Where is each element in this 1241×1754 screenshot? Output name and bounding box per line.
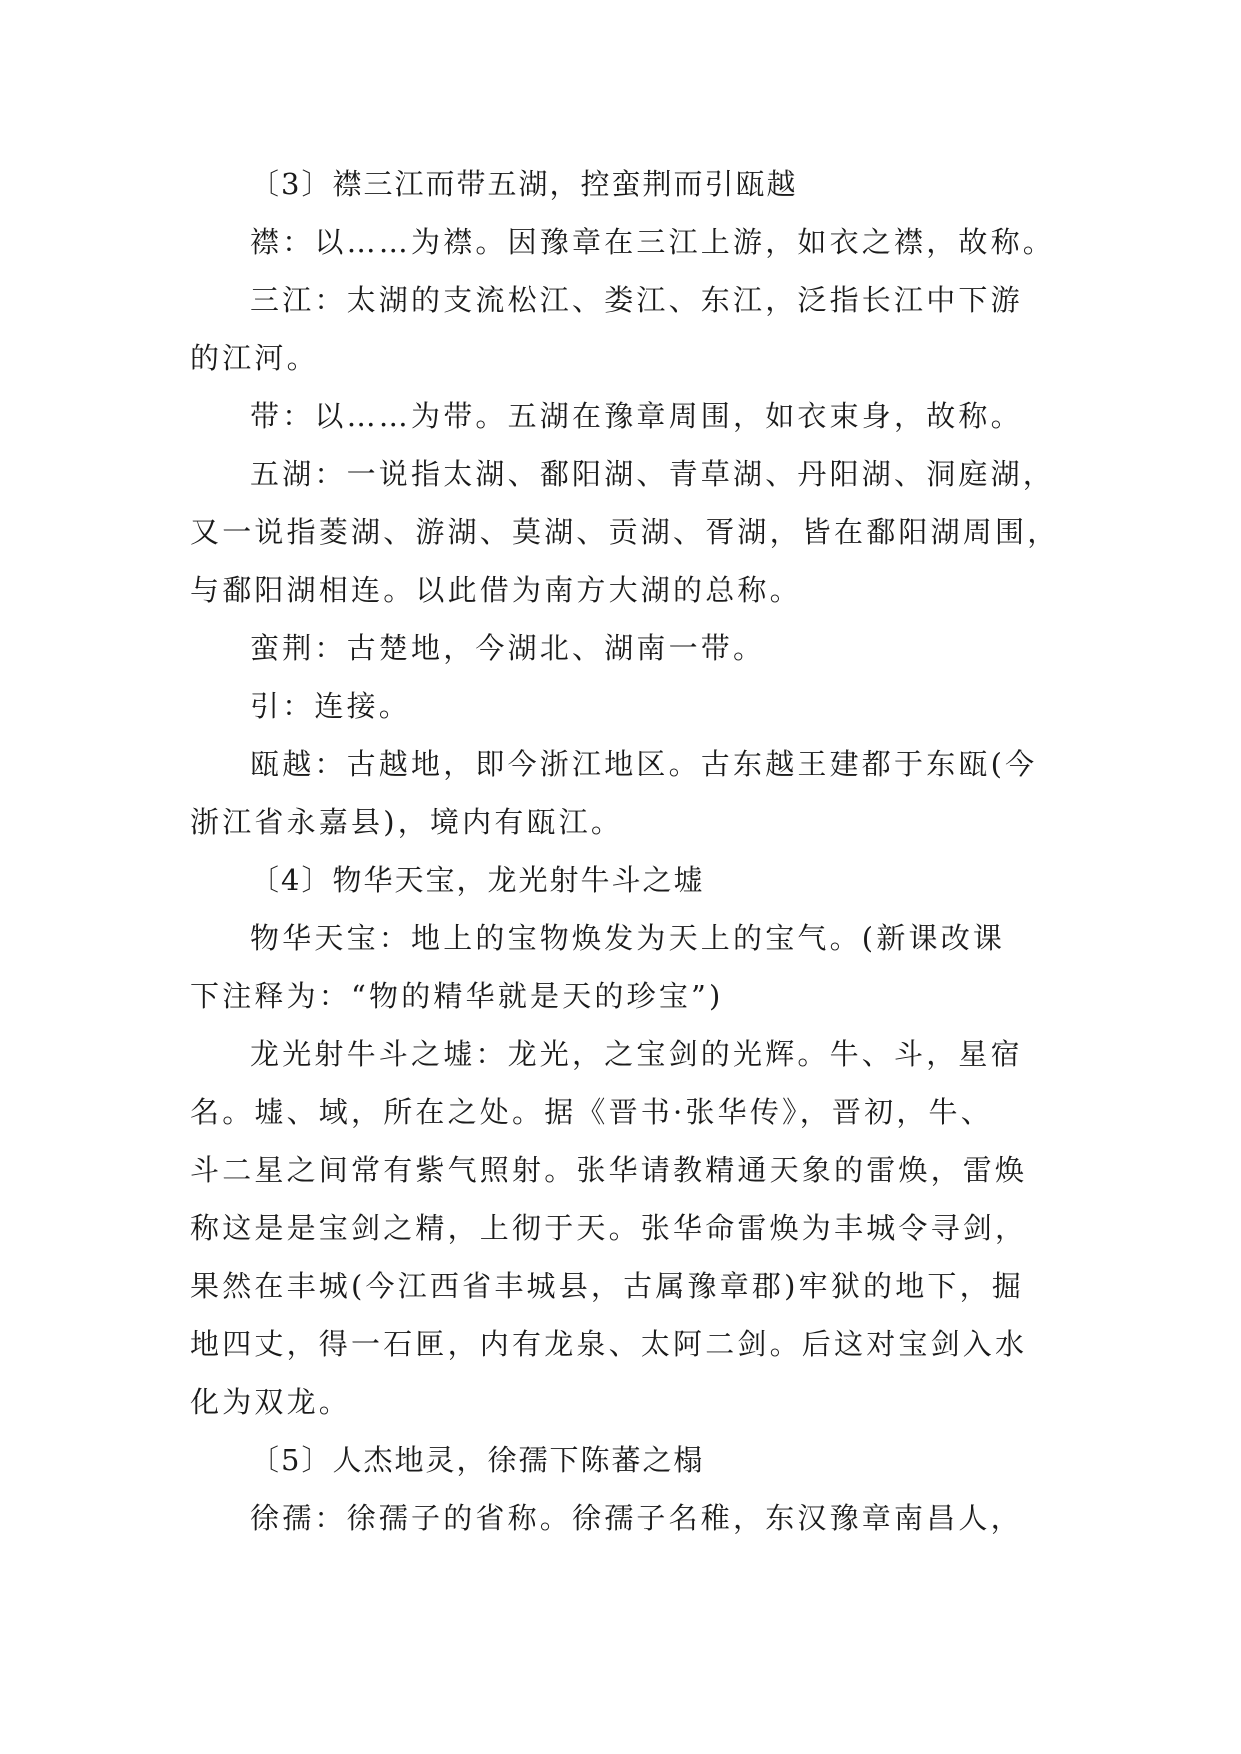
paragraph-line: 引：连接。 [250,689,412,723]
paragraph-line: 斗二星之间常有紫气照射。张华请教精通天象的雷焕，雷焕 [190,1153,1028,1187]
paragraph-line: 浙江省永嘉县)，境内有瓯江。 [190,805,624,839]
paragraph-line: 果然在丰城(今江西省丰城县，古属豫章郡)牢狱的地下，掘 [190,1269,1025,1303]
paragraph-line: 徐孺：徐孺子的省称。徐孺子名稚，东汉豫章南昌人， [250,1501,1023,1535]
paragraph-line: 又一说指菱湖、游湖、莫湖、贡湖、胥湖，皆在鄱阳湖周围， [190,515,1060,549]
paragraph-line: 称这是是宝剑之精，上彻于天。张华命雷焕为丰城令寻剑， [190,1211,1028,1245]
paragraph-line: 物华天宝：地上的宝物焕发为天上的宝气。(新课改课 [250,921,1006,955]
paragraph-line: 的江河。 [190,341,319,375]
paragraph-line: 地四丈，得一石匣，内有龙泉、太阿二剑。后这对宝剑入水 [190,1327,1028,1361]
section-heading-3: 〔3〕襟三江而带五湖，控蛮荆而引瓯越 [250,167,798,201]
paragraph-line: 名。墟、域，所在之处。据《晋书·张华传》，晋初，牛、 [190,1095,993,1129]
paragraph-line: 化为双龙。 [190,1385,352,1419]
paragraph-line: 下注释为：“物的精华就是天的珍宝”) [190,979,724,1013]
section-heading-5: 〔5〕人杰地灵，徐孺下陈蕃之榻 [250,1443,705,1477]
paragraph-line: 龙光射牛斗之墟：龙光，之宝剑的光辉。牛、斗，星宿 [250,1037,1023,1071]
paragraph-line: 与鄱阳湖相连。以此借为南方大湖的总称。 [190,573,802,607]
section-heading-4: 〔4〕物华天宝，龙光射牛斗之墟 [250,863,705,897]
paragraph-line: 蛮荆：古楚地，今湖北、湖南一带。 [250,631,766,665]
paragraph-line: 三江：太湖的支流松江、娄江、东江，泛指长江中下游 [250,283,1023,317]
paragraph-line: 瓯越：古越地，即今浙江地区。古东越王建都于东瓯(今 [250,747,1038,781]
paragraph-line: 襟：以……为襟。因豫章在三江上游，如衣之襟，故称。 [250,225,1056,259]
paragraph-line: 带：以……为带。五湖在豫章周围，如衣束身，故称。 [250,399,1023,433]
paragraph-line: 五湖：一说指太湖、鄱阳湖、青草湖、丹阳湖、洞庭湖， [250,457,1056,491]
